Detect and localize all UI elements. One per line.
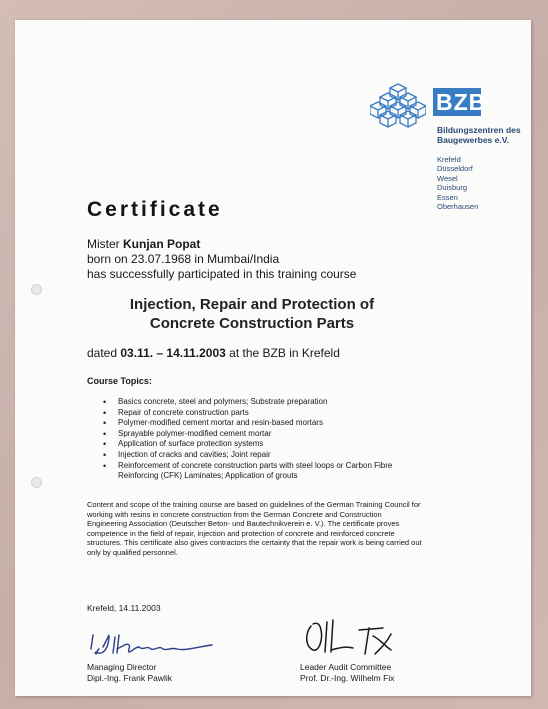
city-item: Oberhausen bbox=[437, 202, 479, 212]
punch-hole-top bbox=[31, 284, 42, 295]
topics-list bbox=[103, 397, 433, 482]
salutation: Mister bbox=[87, 237, 120, 251]
certificate-title: Certificate bbox=[87, 198, 223, 221]
signatory-left-name: Dipl.-Ing. Frank Pawlik bbox=[87, 672, 173, 683]
recipient-block bbox=[87, 237, 356, 282]
city-item: Duisburg bbox=[437, 183, 468, 193]
signatory-right-title: Leader Audit Committee bbox=[300, 662, 392, 672]
dated-prefix: dated bbox=[87, 346, 118, 360]
organization-name-line2: Baugewerbes e.V. bbox=[437, 135, 509, 145]
list-item: • Application of surface protection systems bbox=[103, 439, 433, 450]
bzb-cubes-logo bbox=[370, 82, 426, 128]
list-item: • Polymer-modified cement mortar and resin-based mortars bbox=[103, 418, 433, 429]
city-item: Essen bbox=[437, 192, 458, 202]
city-item: Krefeld bbox=[437, 155, 461, 164]
course-title bbox=[87, 295, 417, 333]
certificate-body-text: Content and scope of the training course are based on guidelines of the German Training Council for working with resins in concrete construction from the German Concrete and Construction Engineering Association (Deutscher Beton- und Bautechnikverein e. V.). The certificate proves competence in the field of repair, injection and protection of concrete and reinforced concrete structures. This certificate also gives contractors the certainty that the repair work is being carried out only by qualified personnel. bbox=[87, 500, 422, 557]
list-item: • Reinforcement of concrete construction parts with steel loops or Carbon Fibre Reinforcing (CFK) Laminates; Application of grouts bbox=[103, 461, 433, 482]
signatory-right bbox=[300, 662, 394, 683]
course-title-line1: Injection, Repair and Protection of bbox=[129, 296, 375, 313]
topics-heading: Course Topics: bbox=[87, 376, 152, 386]
list-item: • Repair of concrete construction parts bbox=[103, 408, 433, 419]
list-item: • Sprayable polymer-modified cement mortar bbox=[103, 429, 433, 440]
city-item: Wesel bbox=[437, 173, 458, 183]
signature-managing-director bbox=[87, 625, 227, 659]
course-dates bbox=[87, 346, 340, 360]
organization-name bbox=[437, 125, 537, 145]
dated-suffix: at the BZB in Krefeld bbox=[229, 346, 340, 360]
city-item: Düsseldorf bbox=[437, 164, 473, 174]
signature-audit-committee-leader bbox=[303, 616, 413, 660]
signatory-right-name: Prof. Dr.-Ing. Wilhelm Fix bbox=[300, 672, 395, 683]
birth-line: born on 23.07.1968 in Mumbai/India bbox=[87, 252, 280, 266]
recipient-name: Kunjan Popat bbox=[123, 237, 201, 251]
bzb-logo: BZB bbox=[433, 88, 481, 116]
list-item: • Basics concrete, steel and polymers; Substrate preparation bbox=[103, 397, 433, 408]
list-item: • Injection of cracks and cavities; Joint repair bbox=[103, 450, 433, 461]
organization-name-line1: Bildungszentren des bbox=[437, 125, 521, 135]
course-title-line2: Concrete Construction Parts bbox=[149, 315, 355, 332]
signatory-left bbox=[87, 662, 172, 683]
dated-range: 03.11. – 14.11.2003 bbox=[120, 346, 226, 360]
place-and-date: Krefeld, 14.11.2003 bbox=[87, 603, 161, 613]
city-list bbox=[437, 155, 478, 211]
punch-hole-bottom bbox=[31, 477, 42, 488]
signatory-left-title: Managing Director bbox=[87, 662, 157, 672]
participation-line: has successfully participated in this training course bbox=[87, 267, 357, 281]
